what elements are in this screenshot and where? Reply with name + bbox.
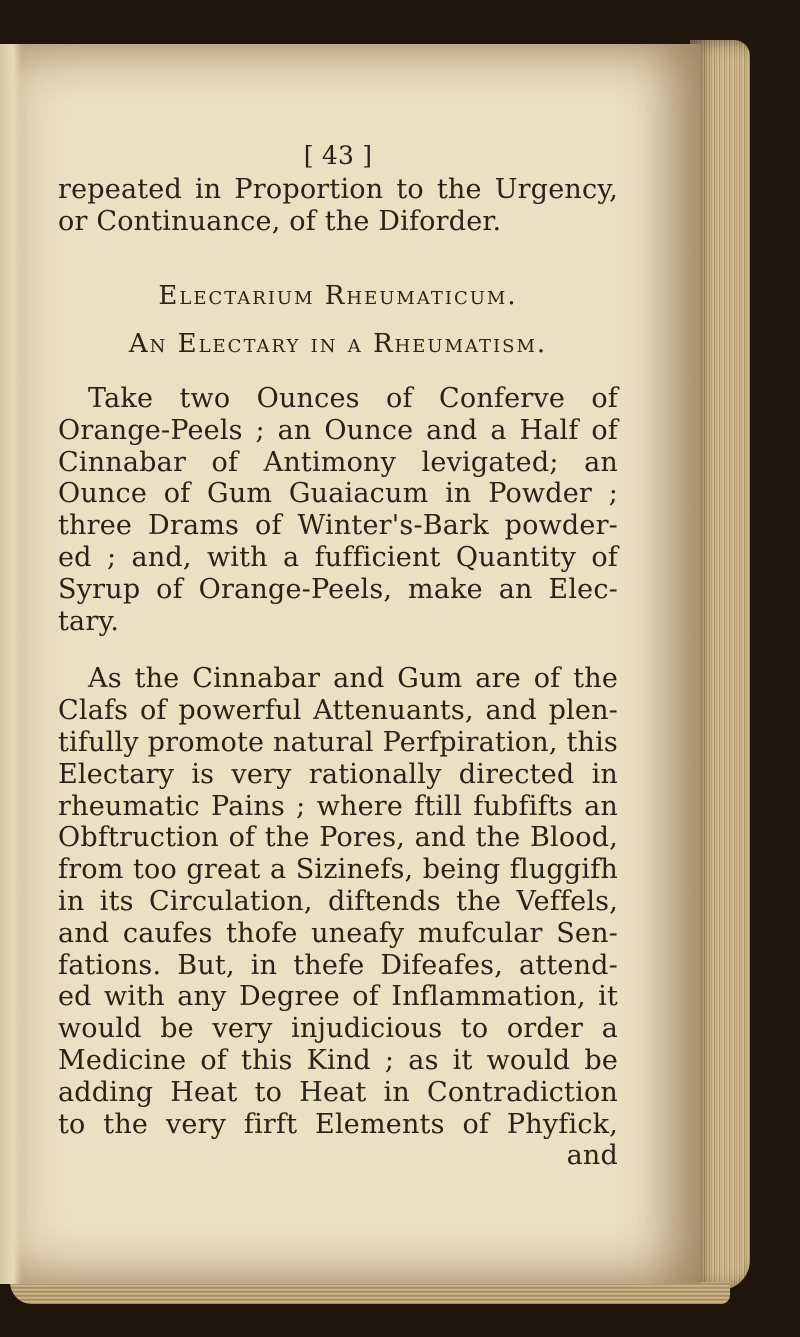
text-line: adding Heat to Heat in Contradiction xyxy=(58,1076,618,1108)
text-line: As the Cinnabar and Gum are of the xyxy=(88,663,618,695)
text-line: ed with any Degree of Inflammation, it xyxy=(58,981,618,1013)
text-line: three Drams of Winter's-Bark powder- xyxy=(58,510,618,542)
text-line: to the very firft Elements of Phyfick, xyxy=(58,1108,618,1140)
text-line: would be very injudicious to order a xyxy=(58,1013,618,1045)
text-line: Ounce of Gum Guaiacum in Powder ; xyxy=(58,478,618,510)
text-line: Obftruction of the Pores, and the Blood, xyxy=(58,822,618,854)
text-line: Cinnabar of Antimony levigated; an xyxy=(58,446,618,478)
text-line: Electary is very rationally directed in xyxy=(58,758,618,790)
text-line: ed ; and, with a fufficient Quantity of xyxy=(58,541,618,573)
text-line: Orange-Peels ; an Ounce and a Half of xyxy=(58,414,618,446)
heading-latin: Electarium Rheumaticum. xyxy=(158,281,518,312)
paragraph-recipe xyxy=(58,383,618,637)
text-line: from too great a Sizinefs, being fluggifh xyxy=(58,854,618,886)
text-line: and caufes thofe uneafy mufcular Sen- xyxy=(58,917,618,949)
page-gutter xyxy=(0,44,22,1284)
page-number: [ 43 ] xyxy=(303,141,373,170)
text-line: or Continuance, of the Diforder. xyxy=(58,205,502,237)
text-line: rheumatic Pains ; where ftill fubfifts an xyxy=(58,790,618,822)
text-line: Medicine of this Kind ; as it would be xyxy=(58,1044,618,1076)
text-line: Take two Ounces of Conferve of xyxy=(88,382,618,414)
continuation-text xyxy=(58,174,618,238)
text-line: Syrup of Orange-Peels, make an Elec- xyxy=(58,573,618,605)
catchword: and xyxy=(566,1140,618,1172)
text-line: in its Circulation, diftends the Veffels, xyxy=(58,885,618,917)
text-line: tifully promote natural Perfpiration, this xyxy=(58,726,618,758)
text-line: tary. xyxy=(58,605,120,637)
text-line: Clafs of powerful Attenuants, and plen- xyxy=(58,695,618,727)
page-bottom-edge xyxy=(10,1282,730,1304)
text-line: repeated in Proportion to the Urgency, xyxy=(58,173,618,205)
heading-english: An Electary in a Rheumatism. xyxy=(128,329,548,360)
paragraph-commentary xyxy=(58,663,618,1140)
page-text xyxy=(58,140,618,1172)
text-line: fations. But, in thefe Difeafes, attend- xyxy=(58,949,618,981)
